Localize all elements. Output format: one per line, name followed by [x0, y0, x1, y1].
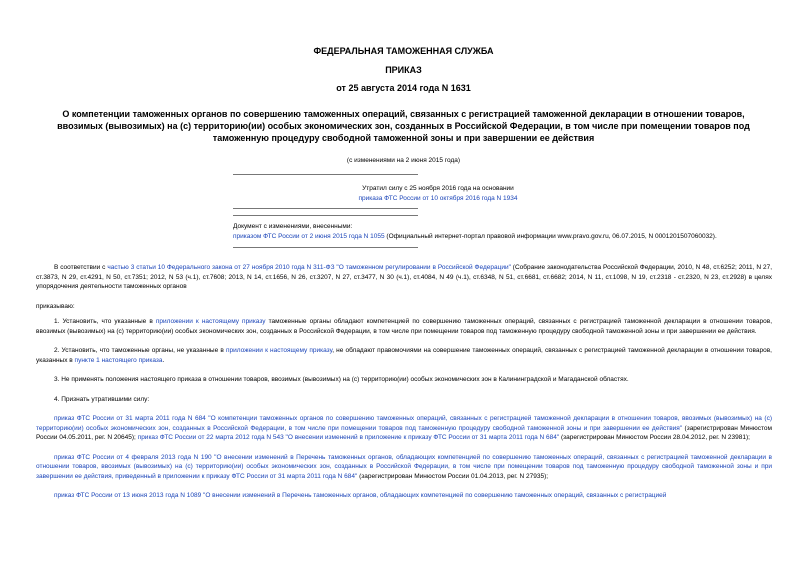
text-run: (Собрание законодательства Российской Федерации, 2010, N 48, ст.6252; 2011, N 27, ст.3873, N 29, ст.4291, N 50, ст.7351; 2012, N 53 (ч.1), ст.7608; 2013, N 14, ст.1656, N 26, ст.3207, N 27, ст.3477, N 30 (ч.1), ст.4084, N 49 (ч.1), ст.6348, N 51, ст.6681, ст.6682; 2014, N 11, ст.1098, N 19, ст.2318 - ст.2320, N 23, ст.2928) в целях упорядочения деятельности таможенных органов: [36, 264, 773, 290]
text-run: , не обладают правомочиями на совершение таможенных операций, связанных с регистрацией таможенной декларации в отношении товаров, указанных в: [36, 347, 772, 364]
appendix-link[interactable]: приложении к настоящему приказу: [225, 347, 333, 354]
repeal-order-link[interactable]: приказа ФТС России от 10 октября 2016 года N 1934: [358, 195, 518, 202]
status-note: [318, 184, 558, 204]
clause-3: 3. Не применять положения настоящего приказа в отношении товаров, ввозимых (вывозимых) на (с) территорию(ии) особых экономических зон в Калининградской и Магаданской областях.: [54, 376, 629, 383]
amending-order-link[interactable]: приказом ФТС России от 2 июня 2015 года N 1055: [233, 233, 385, 240]
divider: [233, 247, 418, 248]
text-run: В соответствии с: [54, 264, 108, 271]
issuing-organization: ФЕДЕРАЛЬНАЯ ТАМОЖЕННАЯ СЛУЖБА: [313, 46, 494, 56]
amendment-source: (Официальный интернет-портал правовой информации www.pravo.gov.ru, 06.07.2015, N 0001201507060032).: [384, 233, 717, 240]
appendix-link[interactable]: приложении к настоящему приказу: [155, 318, 266, 325]
text-run: .: [162, 356, 165, 364]
divider: [233, 174, 418, 175]
amendment-note-text: Документ с изменениями, внесенными:: [233, 223, 353, 230]
amendment-note: [233, 222, 773, 242]
repealed-item-1: [36, 414, 772, 443]
divider: [233, 215, 418, 216]
text-run: (зарегистрирован Минюстом России 28.04.2012, рег. N 23981);: [559, 434, 750, 441]
clause-2: [36, 346, 772, 365]
clause-4: 4. Признать утратившими силу:: [54, 395, 150, 403]
document-kind: ПРИКАЗ: [385, 65, 422, 75]
repealed-order-543-link[interactable]: приказ ФТС России от 22 марта 2012 года N 543 "О внесении изменений в приложение к приказу ФТС России от 31 марта 2011 года N 684": [137, 434, 560, 441]
revision-note: (с изменениями на 2 июня 2015 года): [346, 157, 461, 164]
document-date-number: от 25 августа 2014 года N 1631: [336, 83, 471, 93]
preamble-paragraph: [36, 263, 772, 292]
divider: [233, 208, 418, 209]
text-run: 1. Установить, что указанные в: [54, 318, 156, 325]
document-body: [36, 263, 772, 511]
text-run: (зарегистрирован Минюстом России 04.05.2011, рег. N 20645);: [36, 424, 773, 441]
federal-law-link[interactable]: частью 3 статьи 10 Федерального закона от 27 ноября 2010 года N 311-ФЗ "О таможенном регулировании в Российской Федерации": [107, 264, 511, 271]
repealed-order-1089-link[interactable]: приказ ФТС России от 13 июня 2013 года N 1089 "О внесении изменений в Перечень таможенных органов, обладающих компетенцией по совершению таможенных операций, связанных с регистрацией: [54, 492, 667, 499]
clause-1: [36, 317, 772, 336]
clause-1-link[interactable]: пункте 1 настоящего приказа: [74, 356, 163, 364]
order-word: приказываю:: [36, 302, 75, 310]
repealed-item-2: [36, 453, 772, 482]
text-run: таможенные органы обладают компетенцией по совершению таможенных операций, связанных с регистрацией таможенной декларации в отношении товаров, ввозимых (вывозимых) на (с) территорию(ии) особых экономических зон, созданных в Российской Федерации, в том числе при помещении товаров под таможенную процедуру свободной таможенной зоны и при завершении ее действия.: [36, 318, 772, 335]
status-note-text: Утратил силу с 25 ноября 2016 года на основании: [362, 185, 514, 192]
repealed-order-684-link[interactable]: приказ ФТС России от 31 марта 2011 года N 684 "О компетенции таможенных органов по совершению таможенных операций, связанных с регистрацией таможенной декларации в отношении товаров, ввозимых (вывозимых) на (с) территорию(ии) особых экономических зон, созданных в Российской Федерации, в том числе при помещении товаров под таможенную процедуру свободной таможенной зоны и при завершении ее действия": [36, 415, 772, 432]
repealed-order-190-link[interactable]: приказ ФТС России от 4 февраля 2013 года N 190 "О внесении изменений в Перечень таможенных органов, обладающих компетенцией по совершению таможенных операций, связанных с регистрацией таможенной декларации в отношении товаров, ввозимых (вывозимых) на (с) территорию(ии) особых экономических зон, созданных в Российской Федерации, в том числе при помещении товаров под таможенную процедуру свободной таможенной зоны и при завершении ее действия, приведенный в приложении к приказу ФТС России от 31 марта 2011 года N 684": [36, 453, 772, 480]
text-run: 2. Установить, что таможенные органы, не указанные в: [54, 347, 226, 354]
document-title: О компетенции таможенных органов по совершению таможенных операций, связанных с регистрацией таможенной декларации в отношении товаров, ввозимых (вывозимых) на (с) территорию(ии) особых экономических зон, созданных в Российской Федерации, в том числе при помещении товаров под таможенную процедуру свободной таможенной зоны и при завершении ее действия: [57, 109, 750, 143]
text-run: (зарегистрирован Минюстом России 01.04.2013, рег. N 27935);: [357, 472, 549, 480]
repealed-item-3: [36, 491, 772, 501]
